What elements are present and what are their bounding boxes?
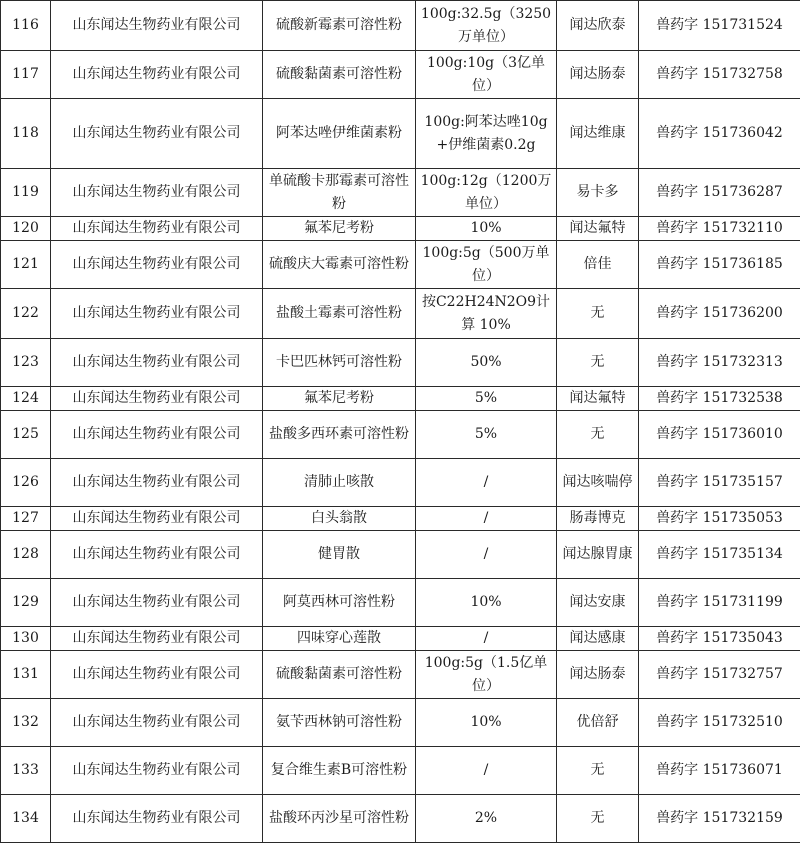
specification: 100g:12g（1200万单位） — [416, 169, 557, 217]
row-number: 131 — [1, 651, 51, 699]
table-row — [1, 339, 800, 387]
specification: 50% — [416, 339, 557, 387]
trade-name: 无 — [557, 795, 639, 843]
specification: / — [416, 747, 557, 795]
company-name: 山东闻达生物药业有限公司 — [51, 651, 263, 699]
drug-name: 硫酸新霉素可溶性粉 — [263, 1, 416, 51]
approval-number: 兽药字 151736185 — [639, 241, 800, 289]
drug-name: 清肺止咳散 — [263, 459, 416, 507]
approval-number: 兽药字 151735043 — [639, 627, 800, 651]
table-row — [1, 699, 800, 747]
table-row — [1, 387, 800, 411]
company-name: 山东闻达生物药业有限公司 — [51, 627, 263, 651]
trade-name: 无 — [557, 289, 639, 339]
approval-number: 兽药字 151736010 — [639, 411, 800, 459]
company-name: 山东闻达生物药业有限公司 — [51, 795, 263, 843]
approval-number: 兽药字 151736200 — [639, 289, 800, 339]
trade-name: 闻达欣泰 — [557, 1, 639, 51]
drug-name: 卡巴匹林钙可溶性粉 — [263, 339, 416, 387]
table-row — [1, 579, 800, 627]
row-number: 130 — [1, 627, 51, 651]
company-name: 山东闻达生物药业有限公司 — [51, 169, 263, 217]
table-row — [1, 651, 800, 699]
drug-name: 白头翁散 — [263, 507, 416, 531]
row-number: 128 — [1, 531, 51, 579]
specification: 5% — [416, 387, 557, 411]
approval-number: 兽药字 151735053 — [639, 507, 800, 531]
trade-name: 无 — [557, 747, 639, 795]
row-number: 123 — [1, 339, 51, 387]
table-row — [1, 1, 800, 51]
approval-number: 兽药字 151731524 — [639, 1, 800, 51]
approval-number: 兽药字 151732510 — [639, 699, 800, 747]
specification: / — [416, 627, 557, 651]
approval-number: 兽药字 151731199 — [639, 579, 800, 627]
company-name: 山东闻达生物药业有限公司 — [51, 411, 263, 459]
drug-name: 盐酸环丙沙星可溶性粉 — [263, 795, 416, 843]
trade-name: 闻达感康 — [557, 627, 639, 651]
company-name: 山东闻达生物药业有限公司 — [51, 217, 263, 241]
row-number: 129 — [1, 579, 51, 627]
table-row — [1, 51, 800, 99]
specification: 10% — [416, 699, 557, 747]
drug-name: 复合维生素B可溶性粉 — [263, 747, 416, 795]
drug-name: 健胃散 — [263, 531, 416, 579]
drug-name: 阿苯达唑伊维菌素粉 — [263, 99, 416, 169]
approval-number: 兽药字 151732538 — [639, 387, 800, 411]
trade-name: 无 — [557, 411, 639, 459]
table-row — [1, 627, 800, 651]
row-number: 124 — [1, 387, 51, 411]
approval-number: 兽药字 151732757 — [639, 651, 800, 699]
approval-number: 兽药字 151735134 — [639, 531, 800, 579]
specification: 10% — [416, 579, 557, 627]
trade-name: 闻达氟特 — [557, 217, 639, 241]
row-number: 117 — [1, 51, 51, 99]
specification: / — [416, 459, 557, 507]
approval-number: 兽药字 151736042 — [639, 99, 800, 169]
table-row — [1, 531, 800, 579]
company-name: 山东闻达生物药业有限公司 — [51, 1, 263, 51]
company-name: 山东闻达生物药业有限公司 — [51, 289, 263, 339]
trade-name: 肠毒博克 — [557, 507, 639, 531]
specification: 100g:5g（1.5亿单位） — [416, 651, 557, 699]
row-number: 132 — [1, 699, 51, 747]
specification: 100g:阿苯达唑10g+伊维菌素0.2g — [416, 99, 557, 169]
table-body — [1, 1, 800, 843]
drug-name: 硫酸黏菌素可溶性粉 — [263, 651, 416, 699]
trade-name: 闻达安康 — [557, 579, 639, 627]
company-name: 山东闻达生物药业有限公司 — [51, 459, 263, 507]
company-name: 山东闻达生物药业有限公司 — [51, 531, 263, 579]
drug-name: 硫酸黏菌素可溶性粉 — [263, 51, 416, 99]
specification: 100g:32.5g（3250万单位） — [416, 1, 557, 51]
company-name: 山东闻达生物药业有限公司 — [51, 387, 263, 411]
specification: 100g:5g（500万单位） — [416, 241, 557, 289]
row-number: 133 — [1, 747, 51, 795]
row-number: 125 — [1, 411, 51, 459]
row-number: 127 — [1, 507, 51, 531]
trade-name: 闻达肠泰 — [557, 651, 639, 699]
trade-name: 易卡多 — [557, 169, 639, 217]
table-row — [1, 217, 800, 241]
specification: 100g:10g（3亿单位） — [416, 51, 557, 99]
row-number: 118 — [1, 99, 51, 169]
table-row — [1, 795, 800, 843]
drug-name: 氟苯尼考粉 — [263, 387, 416, 411]
approval-number: 兽药字 151732110 — [639, 217, 800, 241]
table-row — [1, 241, 800, 289]
row-number: 121 — [1, 241, 51, 289]
specification: 2% — [416, 795, 557, 843]
drug-name: 硫酸庆大霉素可溶性粉 — [263, 241, 416, 289]
approval-number: 兽药字 151736071 — [639, 747, 800, 795]
company-name: 山东闻达生物药业有限公司 — [51, 241, 263, 289]
trade-name: 倍佳 — [557, 241, 639, 289]
table-row — [1, 747, 800, 795]
table-row — [1, 169, 800, 217]
specification: 10% — [416, 217, 557, 241]
row-number: 116 — [1, 1, 51, 51]
company-name: 山东闻达生物药业有限公司 — [51, 51, 263, 99]
trade-name: 优倍舒 — [557, 699, 639, 747]
company-name: 山东闻达生物药业有限公司 — [51, 699, 263, 747]
approval-number: 兽药字 151732758 — [639, 51, 800, 99]
trade-name: 闻达维康 — [557, 99, 639, 169]
specification: / — [416, 531, 557, 579]
row-number: 120 — [1, 217, 51, 241]
drug-name: 氨苄西林钠可溶性粉 — [263, 699, 416, 747]
approval-number: 兽药字 151736287 — [639, 169, 800, 217]
specification: 5% — [416, 411, 557, 459]
drug-name: 单硫酸卡那霉素可溶性粉 — [263, 169, 416, 217]
trade-name: 闻达咳喘停 — [557, 459, 639, 507]
company-name: 山东闻达生物药业有限公司 — [51, 747, 263, 795]
drug-name: 阿莫西林可溶性粉 — [263, 579, 416, 627]
approval-number: 兽药字 151735157 — [639, 459, 800, 507]
table-row — [1, 99, 800, 169]
approval-number: 兽药字 151732313 — [639, 339, 800, 387]
row-number: 134 — [1, 795, 51, 843]
drug-name: 盐酸土霉素可溶性粉 — [263, 289, 416, 339]
row-number: 119 — [1, 169, 51, 217]
trade-name: 闻达氟特 — [557, 387, 639, 411]
company-name: 山东闻达生物药业有限公司 — [51, 99, 263, 169]
table-row — [1, 289, 800, 339]
trade-name: 闻达肠泰 — [557, 51, 639, 99]
table-row — [1, 411, 800, 459]
table-row — [1, 507, 800, 531]
company-name: 山东闻达生物药业有限公司 — [51, 339, 263, 387]
approval-number: 兽药字 151732159 — [639, 795, 800, 843]
row-number: 126 — [1, 459, 51, 507]
row-number: 122 — [1, 289, 51, 339]
drug-name: 四味穿心莲散 — [263, 627, 416, 651]
specification: / — [416, 507, 557, 531]
company-name: 山东闻达生物药业有限公司 — [51, 507, 263, 531]
trade-name: 闻达腺胃康 — [557, 531, 639, 579]
trade-name: 无 — [557, 339, 639, 387]
drug-name: 氟苯尼考粉 — [263, 217, 416, 241]
company-name: 山东闻达生物药业有限公司 — [51, 579, 263, 627]
drug-name: 盐酸多西环素可溶性粉 — [263, 411, 416, 459]
table-row — [1, 459, 800, 507]
specification: 按C22H24N2O9计算 10% — [416, 289, 557, 339]
